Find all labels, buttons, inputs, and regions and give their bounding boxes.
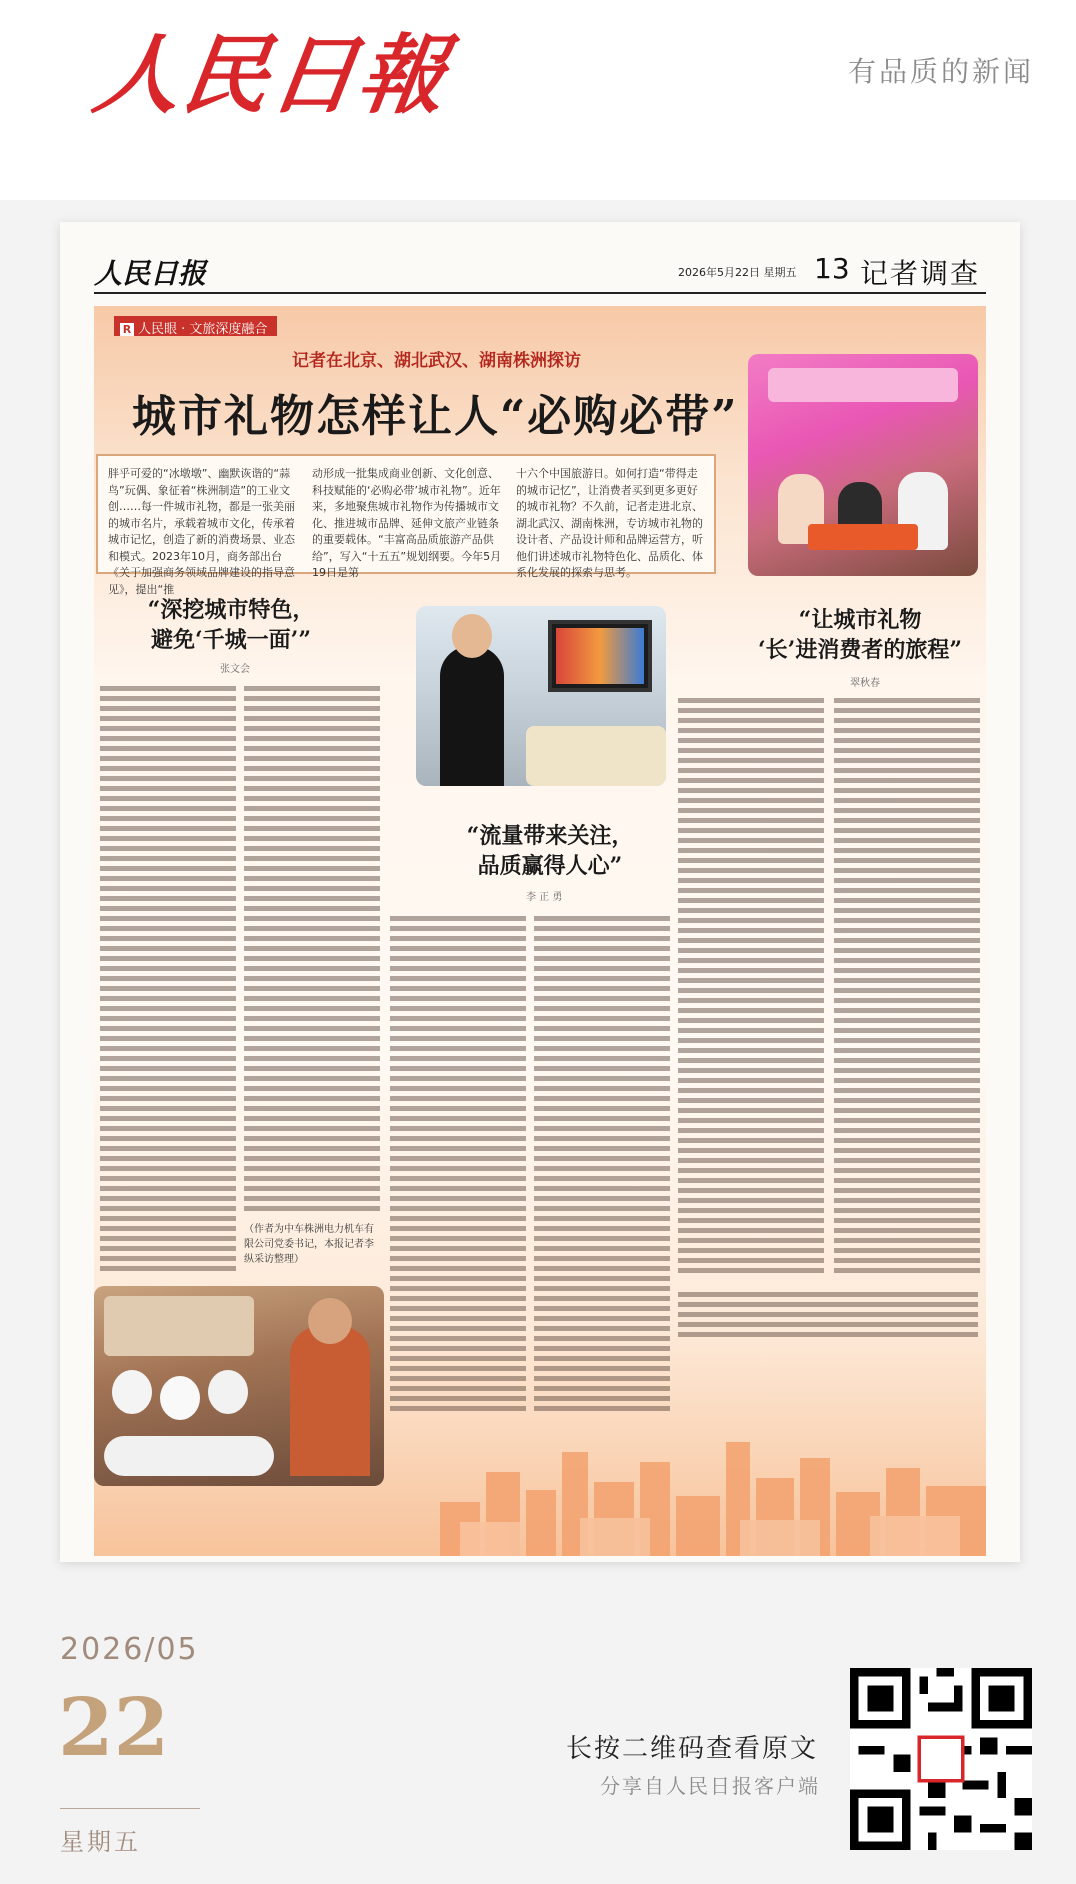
shop-interior-photo — [748, 354, 978, 576]
footer-weekday: 星期五 — [60, 1828, 141, 1856]
shopper-figure-shape — [290, 1326, 370, 1476]
plush-row-shape — [104, 1436, 274, 1476]
shopper-head-shape — [308, 1298, 352, 1344]
article2-byline: 李 正 勇 — [526, 892, 563, 903]
panda-plush-shape — [160, 1376, 200, 1420]
article1-body-column — [244, 686, 380, 1216]
page-headline: 城市礼物怎样让人“必购必带” — [132, 391, 739, 442]
app-header — [0, 0, 1076, 200]
brand-tag-label: 人民眼 · 文旅深度融合 — [138, 322, 268, 337]
article3-title — [740, 606, 980, 665]
monitor-screen-shape — [556, 628, 644, 684]
article1-title-line: “深挖城市特色， — [147, 597, 315, 623]
masthead-logo: 人民日報 — [87, 25, 455, 126]
mascot-display-photo — [94, 1286, 384, 1486]
article1-title — [116, 596, 346, 655]
plush-toys-shape — [526, 726, 666, 786]
city-skyline-graphic — [440, 1432, 986, 1556]
qr-code-icon[interactable] — [850, 1668, 1032, 1850]
article2-title-line: 品质赢得人心” — [477, 852, 623, 879]
lead-paragraph: 胖乎可爱的“冰墩墩”、幽默诙谐的“蒜鸟”玩偶、象征着“株洲制造”的工业文创……每一件城市礼物，都是一张美丽的城市名片，承载着城市文化，传承着城市记忆，创造了新的消费场景、业态和模式。2023年10月，商务部出台《关于加强商务领域品牌建设的指导意见》，提出“推 — [108, 467, 295, 596]
footer-day: 22 — [58, 1680, 170, 1774]
article3-body-column — [678, 698, 824, 1278]
designer-head-shape — [452, 614, 492, 658]
masthead-slogan: 有品质的新闻 — [847, 55, 1034, 88]
lead-paragraph: 十六个中国旅游日。如何打造“带得走的城市记忆”，让消费者买到更多更好的城市礼物？不久前，记者走进北京、湖北武汉、湖南株洲，专访城市礼物的设计者、产品设计师和品牌运营方，听他们讲述城市礼物特色化、品质化、体系化发展的探索与思考。 — [516, 467, 703, 579]
header-rule — [94, 292, 986, 294]
lead-paragraph: 动形成一批集成商业创新、文化创意、科技赋能的‘必购必带’城市礼物”。近年来，多地聚焦城市礼物作为传播城市文化、推进城市品牌、延伸文旅产业链条的重要载体。“丰富高品质旅游产品供给”，写入“十五五”规划纲要。今年5月19日是第 — [312, 467, 502, 579]
qr-subcaption: 分享自人民日报客户端 — [600, 1774, 820, 1798]
designer-photo — [416, 606, 666, 786]
page-header — [60, 222, 1020, 298]
shelf-shape — [104, 1296, 254, 1356]
lead-box — [96, 454, 716, 596]
footer-divider — [60, 1808, 200, 1809]
page-number: 13 — [814, 252, 850, 285]
page-date: 2026年5月22日 星期五 — [678, 266, 797, 279]
article2-body-column — [534, 916, 670, 1416]
section-title: 记者调查 — [860, 257, 981, 290]
article2-body-column — [390, 916, 526, 1416]
article3-byline: 翠秋春 — [850, 678, 880, 689]
article1-note: （作者为中车株洲电力机车有限公司党委书记，本报记者李纵采访整理） — [244, 1224, 374, 1265]
shop-sign-shape — [768, 368, 958, 402]
newspaper-page[interactable] — [60, 222, 1020, 1562]
article1-title-line: 避免‘千城一面’” — [151, 626, 311, 653]
panda-plush-shape — [208, 1370, 248, 1414]
article3-title-line: ‘长’进消费者的旅程” — [758, 636, 962, 663]
article3-title-line: “让城市礼物 — [798, 607, 922, 633]
paper-logo: 人民日报 — [94, 257, 207, 290]
designer-figure-shape — [440, 646, 504, 786]
article3-body-column — [834, 698, 980, 1278]
article1-body-column — [100, 686, 236, 1276]
panda-plush-shape — [112, 1370, 152, 1414]
qr-caption: 长按二维码查看原文 — [566, 1734, 819, 1764]
caption-block — [678, 1292, 978, 1342]
gift-bags-shape — [808, 524, 918, 550]
headline-kicker: 记者在北京、湖北武汉、湖南株洲探访 — [292, 351, 581, 371]
article2-title — [440, 822, 660, 881]
r-logo-icon: R — [120, 323, 134, 336]
article1-byline: 张文会 — [220, 664, 250, 675]
brand-tag — [114, 316, 277, 336]
article2-title-line: “流量带来关注， — [466, 823, 634, 849]
footer-year-month: 2026/05 — [60, 1632, 199, 1667]
